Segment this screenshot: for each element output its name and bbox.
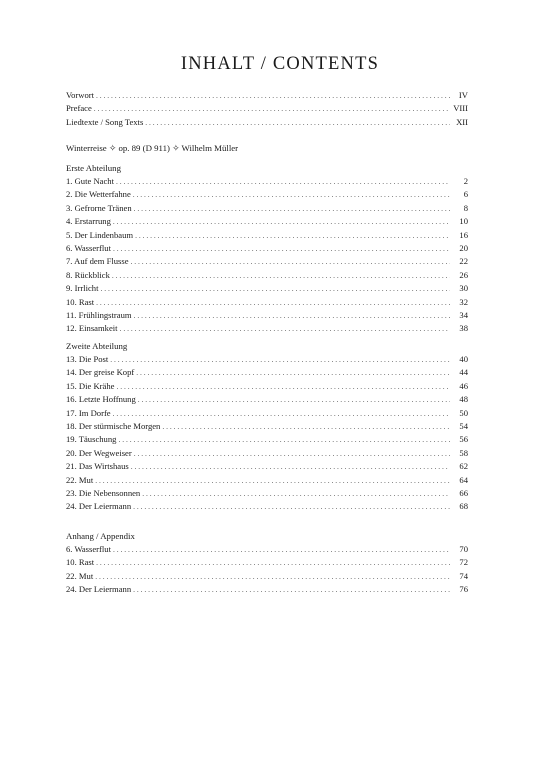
- toc-entry[interactable]: [66, 500, 468, 513]
- entry-page: 74: [459, 570, 468, 581]
- dot-leader: [134, 309, 450, 322]
- entry-page: 66: [459, 487, 468, 498]
- entry-label: 21. Das Wirtshaus: [66, 461, 129, 472]
- dot-leader: [134, 202, 450, 215]
- toc-entry[interactable]: [66, 282, 468, 295]
- entry-page: 64: [459, 474, 468, 485]
- entry-label: 19. Täuschung: [66, 434, 117, 445]
- toc-entry[interactable]: [66, 353, 468, 366]
- entry-label: 18. Der stürmische Morgen: [66, 420, 161, 431]
- entry-page: 6: [463, 189, 468, 200]
- toc-entry[interactable]: [66, 89, 468, 102]
- toc-entry[interactable]: [66, 570, 468, 583]
- part2-section: [66, 339, 468, 514]
- dot-leader: [138, 393, 450, 406]
- dot-leader: [118, 433, 450, 446]
- dot-leader: [113, 407, 450, 420]
- part1-section: [66, 161, 468, 336]
- entry-label: 14. Der greise Kopf: [66, 367, 135, 378]
- front-matter-list: [66, 89, 468, 129]
- entry-label: 13. Die Post: [66, 354, 109, 364]
- dot-leader: [134, 447, 450, 460]
- dot-leader: [96, 296, 450, 309]
- section-heading: Zweite Abteilung: [66, 341, 128, 351]
- work-title: Winterreise ✧ op. 89 (D 911) ✧ Wilhelm Müller: [66, 143, 239, 153]
- dot-leader: [133, 583, 450, 596]
- dot-leader: [112, 269, 450, 282]
- entry-page: 76: [459, 584, 468, 595]
- toc-entry[interactable]: [66, 420, 468, 433]
- entry-label: 22. Mut: [66, 474, 94, 485]
- appendix-section: [66, 529, 468, 597]
- entry-label: 9. Irrlicht: [66, 283, 99, 294]
- entry-page: 44: [459, 367, 468, 378]
- dot-leader: [95, 570, 450, 583]
- page-title: INHALT / CONTENTS: [180, 54, 380, 74]
- entry-page: 58: [459, 447, 468, 458]
- entry-label: 1. Gute Nacht: [66, 176, 114, 186]
- entry-label: 16. Letzte Hoffnung: [66, 394, 136, 405]
- entry-label: Liedtexte / Song Texts: [66, 116, 144, 127]
- entry-page: 48: [459, 394, 468, 405]
- entry-page: VIII: [453, 103, 468, 114]
- entry-label: 8. Rückblick: [66, 269, 110, 280]
- dot-leader: [145, 116, 450, 129]
- entry-label: 24. Der Leiermann: [66, 584, 132, 595]
- dot-leader: [135, 229, 450, 242]
- toc-entry[interactable]: [66, 583, 468, 596]
- toc-entry[interactable]: [66, 255, 468, 268]
- dot-leader: [131, 460, 450, 473]
- toc-entry[interactable]: [66, 380, 468, 393]
- entry-label: 12. Einsamkeit: [66, 323, 118, 334]
- work-heading-block: [66, 141, 468, 155]
- dot-leader: [110, 353, 450, 366]
- entry-label: 5. Der Lindenbaum: [66, 229, 134, 240]
- section-heading: Anhang / Appendix: [66, 531, 135, 541]
- entry-label: 6. Wasserflut: [66, 242, 111, 253]
- entry-label: 15. Die Krähe: [66, 380, 115, 391]
- entry-page: 56: [459, 434, 468, 445]
- toc-entry[interactable]: [66, 202, 468, 215]
- entry-page: 34: [459, 309, 468, 320]
- entry-label: 3. Gefrorne Tränen: [66, 202, 132, 213]
- dot-leader: [113, 242, 450, 255]
- dot-leader: [142, 487, 450, 500]
- entry-page: 8: [463, 202, 468, 213]
- entry-label: 23. Die Nebensonnen: [66, 487, 141, 498]
- dot-leader: [116, 175, 450, 188]
- toc-entry[interactable]: [66, 215, 468, 228]
- entry-label: 6. Wasserflut: [66, 544, 111, 554]
- entry-page: 72: [459, 557, 468, 568]
- entry-page: 62: [459, 461, 468, 472]
- toc-entry[interactable]: [66, 366, 468, 379]
- dot-leader: [100, 282, 450, 295]
- entry-page: 54: [459, 420, 468, 431]
- entry-label: 11. Frühlingstraum: [66, 309, 132, 320]
- dot-leader: [133, 500, 450, 513]
- entry-label: 24. Der Leiermann: [66, 501, 132, 512]
- entry-page: 22: [459, 256, 468, 267]
- dot-leader: [113, 543, 450, 556]
- entry-page: 50: [459, 407, 468, 418]
- toc-entry[interactable]: [66, 433, 468, 446]
- entry-page: 70: [459, 544, 468, 554]
- entry-label: 20. Der Wegweiser: [66, 447, 132, 458]
- entry-page: 32: [459, 296, 468, 307]
- toc-entry[interactable]: [66, 188, 468, 201]
- toc-entry[interactable]: [66, 229, 468, 242]
- entry-page: 20: [459, 242, 468, 253]
- entry-label: 2. Die Wetterfahne: [66, 189, 131, 200]
- toc-entry[interactable]: [66, 309, 468, 322]
- toc-entry[interactable]: [66, 116, 468, 129]
- entry-label: 22. Mut: [66, 570, 94, 581]
- dot-leader: [96, 556, 450, 569]
- toc-entry[interactable]: [66, 556, 468, 569]
- entry-page: 26: [459, 269, 468, 280]
- entry-page: IV: [458, 90, 468, 100]
- entry-label: 4. Erstarrung: [66, 216, 111, 227]
- toc-entry[interactable]: [66, 102, 468, 115]
- entry-page: 38: [459, 323, 468, 334]
- toc-entry[interactable]: [66, 447, 468, 460]
- toc-entry[interactable]: [66, 175, 468, 188]
- toc-entry[interactable]: [66, 393, 468, 406]
- entry-page: 10: [459, 216, 468, 227]
- entry-page: 16: [459, 229, 468, 240]
- entry-page: 46: [459, 380, 468, 391]
- entry-page: 68: [459, 501, 468, 512]
- toc-entry[interactable]: [66, 474, 468, 487]
- entry-label: Preface: [66, 103, 92, 114]
- toc-entry[interactable]: [66, 460, 468, 473]
- toc-entry[interactable]: [66, 322, 468, 335]
- entry-page: 30: [459, 283, 468, 294]
- entry-label: 7. Auf dem Flusse: [66, 256, 129, 267]
- toc-entry[interactable]: [66, 487, 468, 500]
- toc-entry[interactable]: [66, 543, 468, 556]
- toc-entry[interactable]: [66, 296, 468, 309]
- toc-entry[interactable]: [66, 269, 468, 282]
- entry-page: XII: [456, 116, 468, 127]
- entry-label: 10. Rast: [66, 557, 95, 568]
- dot-leader: [116, 380, 450, 393]
- dot-leader: [162, 420, 450, 433]
- dot-leader: [96, 89, 450, 102]
- dot-leader: [120, 322, 450, 335]
- dot-leader: [94, 102, 449, 115]
- dot-leader: [133, 188, 450, 201]
- toc-entry[interactable]: [66, 242, 468, 255]
- entry-label: 17. Im Dorfe: [66, 407, 111, 418]
- dot-leader: [136, 366, 450, 379]
- entry-label: Vorwort: [66, 90, 95, 100]
- dot-leader: [95, 474, 450, 487]
- toc-entry[interactable]: [66, 407, 468, 420]
- dot-leader: [113, 215, 450, 228]
- section-heading: Erste Abteilung: [66, 163, 121, 173]
- dot-leader: [131, 255, 450, 268]
- entry-label: 10. Rast: [66, 296, 95, 307]
- entry-page: 2: [463, 176, 468, 186]
- entry-page: 40: [459, 354, 468, 364]
